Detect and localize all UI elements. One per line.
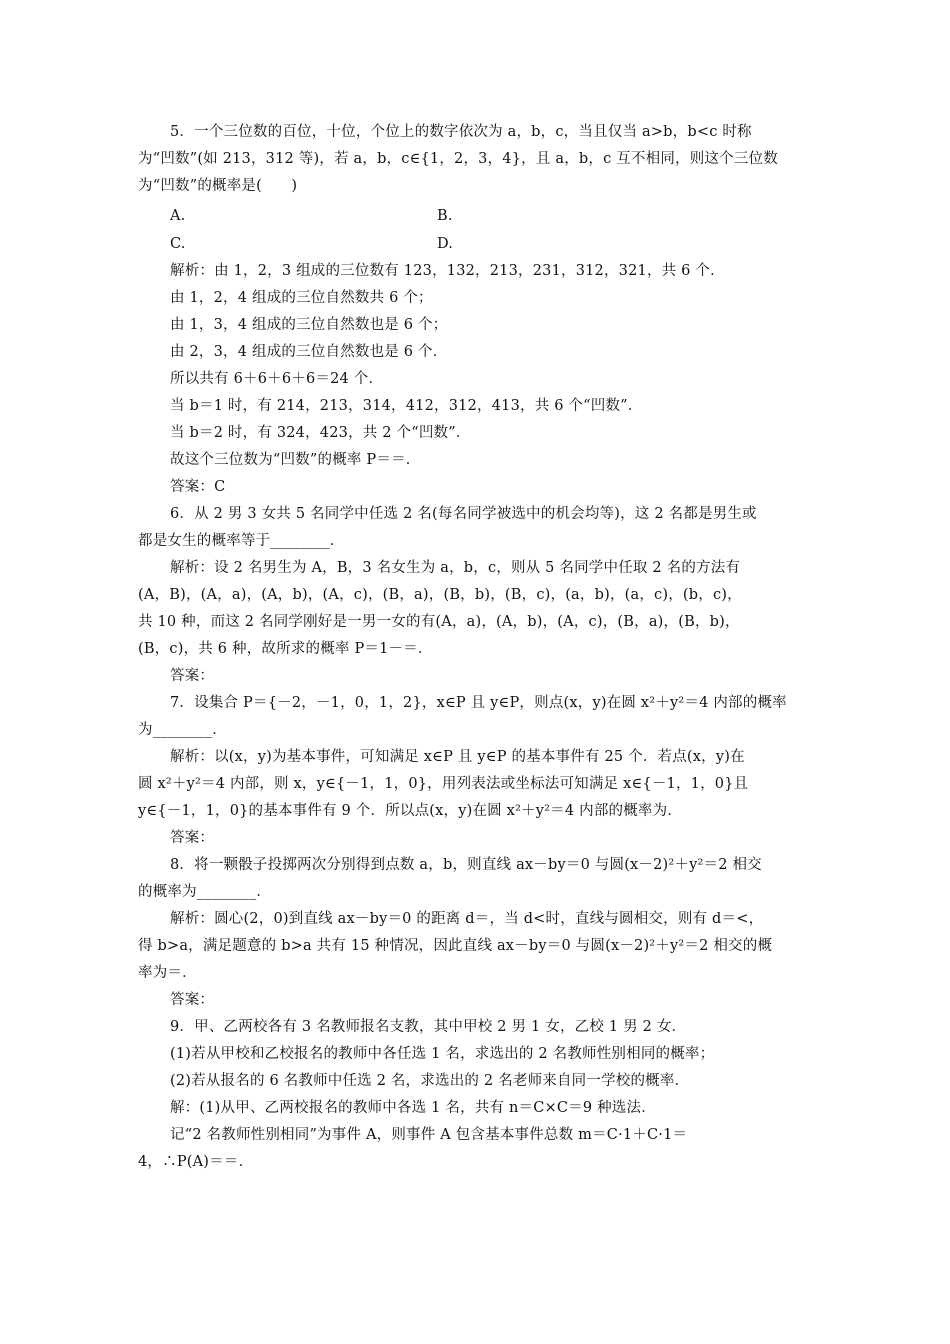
q5-line-3: 为“凹数”的概率是( ) xyxy=(138,178,298,194)
q8-answer: 答案： xyxy=(170,992,215,1008)
q5-analysis-line-5: 所以共有 6＋6＋6＋6＝24 个． xyxy=(170,371,384,387)
q6-analysis-line-4: (B，c)，共 6 种，故所求的概率 P＝1－＝． xyxy=(138,641,433,657)
q9-line-1: 9．甲、乙两校各有 3 名教师报名支教，其中甲校 2 男 1 女，乙校 1 男 2 女． xyxy=(170,1019,687,1035)
q7-analysis-line-3: y∈{－1，1，0}的基本事件有 9 个．所以点(x，y)在圆 x²＋y²＝4 内部的概率为． xyxy=(138,803,683,819)
q5-answer: 答案：C xyxy=(170,479,226,495)
q6-analysis-line-2: (A，B)，(A，a)，(A，b)，(A，c)，(B，a)，(B，b)，(B，c)，(a，b)，(a，c)，(b，c)， xyxy=(138,587,742,603)
q6-analysis-line-3: 共 10 种，而这 2 名同学刚好是一男一女的有(A，a)，(A，b)，(A，c)，(B，a)，(B，b)， xyxy=(138,614,740,630)
q9-part-2: (2)若从报名的 6 名教师中任选 2 名，求选出的 2 名老师来自同一学校的概率． xyxy=(170,1073,690,1089)
q7-line-1: 7．设集合 P＝{－2，－1，0，1，2}，x∈P 且 y∈P，则点(x，y)在圆 x²＋y²＝4 内部的概率 xyxy=(170,695,787,711)
q6-answer: 答案： xyxy=(170,668,215,684)
q9-part-1: (1)若从甲校和乙校报名的教师中各任选 1 名，求选出的 2 名教师性别相同的概率； xyxy=(170,1046,715,1062)
q5-analysis-line-6: 当 b＝1 时，有 214，213，314，412，312，413，共 6 个“凹数”． xyxy=(170,398,643,414)
q5-option-d: D. xyxy=(437,236,454,252)
q5-option-a: A. xyxy=(170,208,186,224)
q5-analysis-line-2: 由 1，2，4 组成的三位自然数共 6 个； xyxy=(170,290,433,306)
q9-solution-line-2: 记“2 名教师性别相同”为事件 A，则事件 A 包含基本事件总数 m＝C·1＋C·1＝ xyxy=(170,1127,688,1143)
q6-analysis-line-1: 解析：设 2 名男生为 A，B，3 名女生为 a，b，c，则从 5 名同学中任取 2 名的方法有 xyxy=(170,560,741,576)
q7-line-2: 为________． xyxy=(138,722,227,738)
q9-solution-line-3: 4，∴P(A)＝＝． xyxy=(138,1154,254,1170)
q8-line-2: 的概率为________． xyxy=(138,884,272,900)
q5-option-b: B. xyxy=(437,208,453,224)
q8-analysis-line-2: 得 b>a，满足题意的 b>a 共有 15 种情况，因此直线 ax－by＝0 与圆(x－2)²＋y²＝2 相交的概 xyxy=(138,938,773,954)
q5-line-1: 5．一个三位数的百位，十位，个位上的数字依次为 a，b，c，当且仅当 a>b，b<c 时称 xyxy=(170,124,752,140)
q7-analysis-line-1: 解析：以(x，y)为基本事件，可知满足 x∈P 且 y∈P 的基本事件有 25 个．若点(x，y)在 xyxy=(170,749,745,765)
q7-analysis-line-2: 圆 x²＋y²＝4 内部，则 x，y∈{－1，1，0}，用列表法或坐标法可知满足 x∈{－1，1，0}且 xyxy=(138,776,749,792)
q5-analysis-line-1: 解析：由 1，2，3 组成的三位数有 123，132，213，231，312，321，共 6 个． xyxy=(170,263,725,279)
q5-analysis-line-7: 当 b＝2 时，有 324，423，共 2 个“凹数”． xyxy=(170,425,471,441)
q5-analysis-line-4: 由 2，3，4 组成的三位自然数也是 6 个． xyxy=(170,344,448,360)
q7-answer: 答案： xyxy=(170,830,215,846)
q5-analysis-line-3: 由 1，3，4 组成的三位自然数也是 6 个； xyxy=(170,317,448,333)
q8-line-1: 8．将一颗骰子投掷两次分别得到点数 a，b，则直线 ax－by＝0 与圆(x－2)²＋y²＝2 相交 xyxy=(170,857,762,873)
q9-solution-line-1: 解：(1)从甲、乙两校报名的教师中各选 1 名，共有 n＝C×C＝9 种选法． xyxy=(170,1100,656,1116)
q6-line-1: 6．从 2 男 3 女共 5 名同学中任选 2 名(每名同学被选中的机会均等)，这 2 名都是男生或 xyxy=(170,506,757,522)
q5-line-2: 为“凹数”(如 213，312 等)，若 a，b，c∈{1，2，3，4}，且 a，b，c 互不相同，则这个三位数 xyxy=(138,151,778,167)
q6-line-2: 都是女生的概率等于________． xyxy=(138,533,345,549)
q8-analysis-line-1: 解析：圆心(2，0)到直线 ax－by＝0 的距离 d＝，当 d<时，直线与圆相交，则有 d＝<， xyxy=(170,911,764,927)
q8-analysis-line-3: 率为＝． xyxy=(138,965,197,981)
q5-option-c: C. xyxy=(170,236,186,252)
q5-analysis-line-8: 故这个三位数为“凹数”的概率 P＝＝． xyxy=(170,452,421,468)
